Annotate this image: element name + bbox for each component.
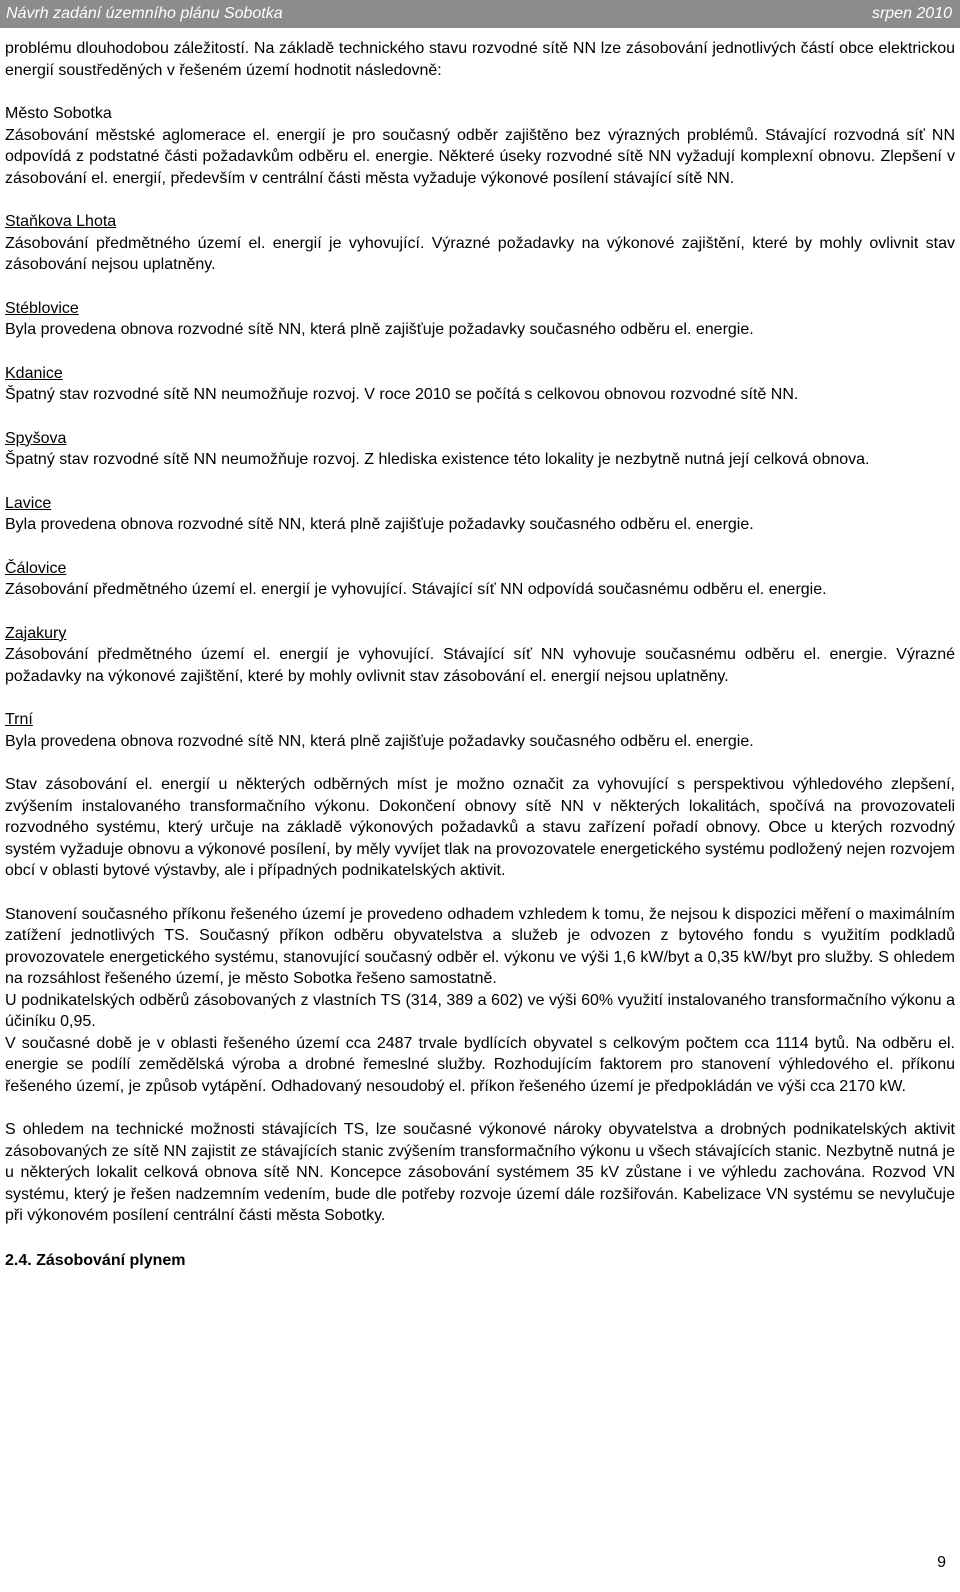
locality-text-calovice: Zásobování předmětného území el. energií je vyhovující. Stávající síť NN odpovídá současnému odběru el. energie.: [5, 581, 827, 598]
locality-name-spysova: Spyšova: [5, 429, 67, 447]
locality-name-sobotka: Město Sobotka: [5, 105, 112, 122]
population-paragraph: V současné době je v oblasti řešeného území cca 2487 trvale bydlících obyvatel s celkovým počtem cca 1114 bytů. Na odběru el. energie se podílí zemědělská výroba a drobné řemeslné služby. Rozhodujícím faktorem pro stanovení výhledového el. příkonu řešeného území, je způsob vytápění. Odhadovaný nesoudobý el. příkon řešeného území je předpokládán ve výši cca 2170 kW.: [5, 1034, 955, 1095]
section-heading: 2.4. Zásobování plynem: [5, 1251, 186, 1269]
locality-name-kdanice: Kdanice: [5, 364, 63, 382]
locality-text-sobotka: Zásobování městské aglomerace el. energií je pro současný odběr zajištěno bez výrazných problémů. Stávající rozvodná síť NN odpovídá z podstatné části požadavkům odběru el. energie. Některé úseky rozvodné sítě NN vyžadují komplexní obnovu. Zlepšení v zásobování el. energií, především v centrální části města vyžaduje výkonové posílení stávající sítě NN.: [5, 126, 955, 187]
locality-text-zajakury: Zásobování předmětného území el. energií je vyhovující. Stávající síť NN vyhovuje současnému odběru el. energie. Výrazné požadavky na výkonové zajištění, které by mohly ovlivnit stav zásobování el. energií nejsou uplatněny.: [5, 646, 955, 685]
locality-text-steblovice: Byla provedena obnova rozvodné sítě NN, která plně zajišťuje požadavky současného odběru el. energie.: [5, 321, 754, 338]
document-date: srpen 2010: [871, 5, 952, 22]
intro-paragraph: problému dlouhodobou záležitostí. Na základě technického stavu rozvodné sítě NN lze zásobování jednotlivých částí obce elektrickou energií soustředěných v řešeném území hodnotit následovně:: [5, 40, 955, 79]
locality-name-lavice: Lavice: [5, 494, 52, 512]
load-estimate-paragraph: Stanovení současného příkonu řešeného území je provedeno odhadem vzhledem k tomu, že nejsou k dispozici měření o maximálním zatížení jednotlivých TS. Současný příkon odběru obyvatelstva a služeb je odvozen z bytového fondu s využitím podkladů provozovatele energetického systému, stanovující současný odběr el. výkonu ve výši 1,6 kW/byt a 0,35 kW/byt pro služby. S ohledem na rozsáhlost řešeného území, je město Sobotka řešeno samostatně.: [5, 905, 955, 987]
locality-name-steblovice: Stéblovice: [5, 299, 79, 317]
locality-text-kdanice: Špatný stav rozvodné sítě NN neumožňuje rozvoj. V roce 2010 se počítá s celkovou obnovou rozvodné sítě NN.: [5, 386, 799, 403]
locality-text-trni: Byla provedena obnova rozvodné sítě NN, která plně zajišťuje požadavky současného odběru el. energie.: [5, 732, 754, 750]
locality-text-lavice: Byla provedena obnova rozvodné sítě NN, která plně zajišťuje požadavky současného odběru el. energie.: [5, 516, 754, 533]
locality-text-stankova-lhota: Zásobování předmětného území el. energií je vyhovující. Výrazné požadavky na výkonové zajištění, které by mohly ovlivnit stav zásobování nejsou uplatněny.: [5, 234, 955, 273]
document-title: Návrh zadání územního plánu Sobotka: [6, 5, 283, 22]
technical-options-paragraph: S ohledem na technické možnosti stávajících TS, lze současné výkonové nároky obyvatelstva a drobných podnikatelských aktivit zásobovaných ze sítě NN zajistit ze stávajících stanic zvýšením transformačního výkonu u všech stávajících stanic. Nezbytně nutná je u některých lokalit celková obnova sítě NN. Koncepce zásobování systémem 35 kV zůstane i ve výhledu zachována. Rozvod VN systému, který je řešen nadzemním vedením, bude dle potřeby rozvoje území dále rozšiřován. Kabelizace VN systému se nevylučuje při výkonovém posílení centrální části města Sobotky.: [5, 1121, 955, 1224]
locality-name-stankova-lhota: Staňkova Lhota: [5, 213, 117, 230]
locality-name-zajakury: Zajakury: [5, 624, 67, 642]
locality-name-calovice: Čálovice: [5, 559, 67, 577]
page-header: [0, 0, 960, 28]
document-body: [5, 38, 955, 1271]
page-number: 9: [937, 1554, 946, 1571]
supply-state-paragraph: Stav zásobování el. energií u některých odběrných míst je možno označit za vyhovující s perspektivou výhledového zlepšení, zvýšením instalovaného transformačního výkonu. Dokončení obnovy sítě NN v některých lokalitách, spočívá na provozovateli rozvodného systému, který určuje na základě výkonových požadavků a stavu zařízení pořadí obnovy. Obce u kterých rozvodný systém vyžaduje obnovu a výkonové posílení, by měly vyvíjet tlak na provozovatele energetického systému podložený nejen rozvojem obcí v oblasti bytové výstavby, ale i případných podnikatelských aktivit.: [5, 776, 955, 879]
locality-text-spysova: Špatný stav rozvodné sítě NN neumožňuje rozvoj. Z hlediska existence této lokality je nezbytně nutná její celková obnova.: [5, 451, 870, 468]
business-consumers-paragraph: U podnikatelských odběrů zásobovaných z vlastních TS (314, 389 a 602) ve výši 60% využití instalovaného transformačního výkonu a účiníku 0,95.: [5, 991, 955, 1030]
locality-name-trni: Trní: [5, 711, 33, 728]
